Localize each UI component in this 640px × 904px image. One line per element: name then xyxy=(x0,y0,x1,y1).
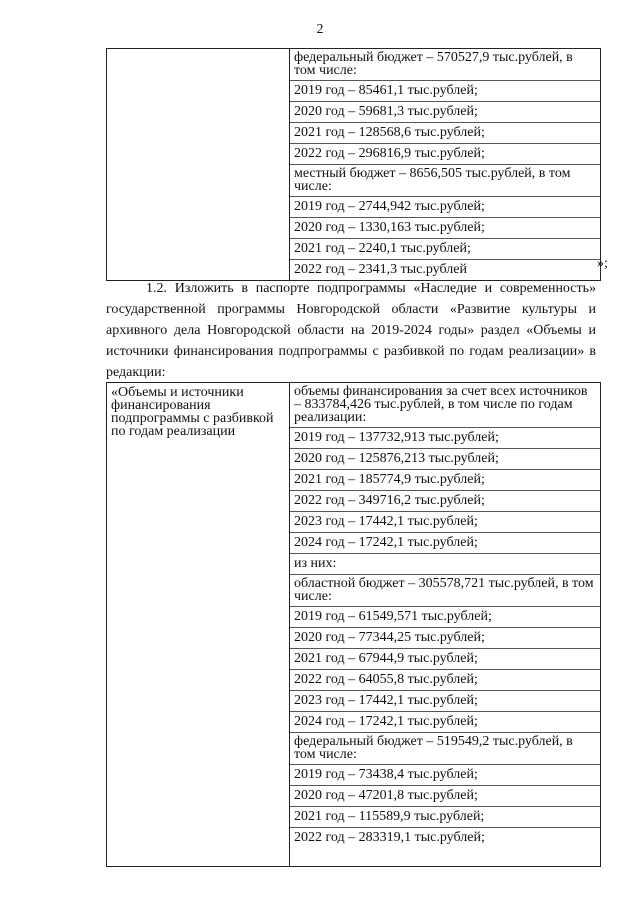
table2-row: областной бюджет – 305578,721 тыс.рублей, в том числе: xyxy=(290,574,600,606)
table1-row: 2019 год – 2744,942 тыс.рублей; xyxy=(290,196,600,217)
table1-row: 2022 год – 2341,3 тыс.рублей xyxy=(290,259,600,280)
table2-row: федеральный бюджет – 519549,2 тыс.рублей, в том числе: xyxy=(290,732,600,764)
table2-row: 2022 год – 283319,1 тыс.рублей; xyxy=(290,827,600,848)
table2-row: 2019 год – 73438,4 тыс.рублей; xyxy=(290,764,600,785)
table2-row: 2023 год – 17442,1 тыс.рублей; xyxy=(290,511,600,532)
table2-row: 2020 год – 125876,213 тыс.рублей; xyxy=(290,448,600,469)
table2-row: 2022 год – 349716,2 тыс.рублей; xyxy=(290,490,600,511)
table1-left-cell xyxy=(107,49,290,281)
table2-row: 2024 год – 17242,1 тыс.рублей; xyxy=(290,532,600,553)
table2-row: 2019 год – 61549,571 тыс.рублей; xyxy=(290,606,600,627)
table1-row: 2019 год – 85461,1 тыс.рублей; xyxy=(290,80,600,101)
table1-row: местный бюджет – 8656,505 тыс.рублей, в том числе: xyxy=(290,164,600,196)
table1-right-cell xyxy=(290,49,601,281)
table2-row: 2020 год – 77344,25 тыс.рублей; xyxy=(290,627,600,648)
table2-row: из них: xyxy=(290,553,600,574)
funding-table-continued xyxy=(106,48,601,281)
table2-row: 2021 год – 185774,9 тыс.рублей; xyxy=(290,469,600,490)
table1-row: 2020 год – 1330,163 тыс.рублей; xyxy=(290,217,600,238)
page-number: 2 xyxy=(316,22,324,37)
table2-right-cell xyxy=(290,383,601,867)
table2-row: 2020 год – 47201,8 тыс.рублей; xyxy=(290,785,600,806)
table2-row: 2019 год – 137732,913 тыс.рублей; xyxy=(290,427,600,448)
table1-row: 2021 год – 2240,1 тыс.рублей; xyxy=(290,238,600,259)
table1-row: 2022 год – 296816,9 тыс.рублей; xyxy=(290,143,600,164)
table1-row: 2021 год – 128568,6 тыс.рублей; xyxy=(290,122,600,143)
table1-row: федеральный бюджет – 570527,9 тыс.рублей, в том числе: xyxy=(294,50,573,78)
table2-row: 2022 год – 64055,8 тыс.рублей; xyxy=(290,669,600,690)
table2-section-title: «Объемы и источники финансирования подпрограммы с разбивкой по годам реализации xyxy=(111,385,274,439)
table2-row: 2021 год – 67944,9 тыс.рублей; xyxy=(290,648,600,669)
amendment-paragraph-text: 1.2. Изложить в паспорте подпрограммы «Наследие и современность» государственной программы Новгородской области «Развитие культуры и архивного дела Новгородской области на 2019-2024 годы» раздел «Объемы и источники финансирования подпрограммы с разбивкой по годам реализации» в редакции: xyxy=(106,281,596,380)
table1-row: 2020 год – 59681,3 тыс.рублей; xyxy=(290,101,600,122)
table2-left-cell xyxy=(107,383,290,867)
table2-row: 2023 год – 17442,1 тыс.рублей; xyxy=(290,690,600,711)
table2-row: 2021 год – 115589,9 тыс.рублей; xyxy=(290,806,600,827)
amendment-paragraph xyxy=(106,278,596,383)
table1-closing-quote: »; xyxy=(597,256,608,271)
funding-table-new xyxy=(106,382,601,867)
table2-row: 2024 год – 17242,1 тыс.рублей; xyxy=(290,711,600,732)
table2-row: объемы финансирования за счет всех источников – 833784,426 тыс.рублей, в том числе по годам реализации: xyxy=(294,384,588,425)
